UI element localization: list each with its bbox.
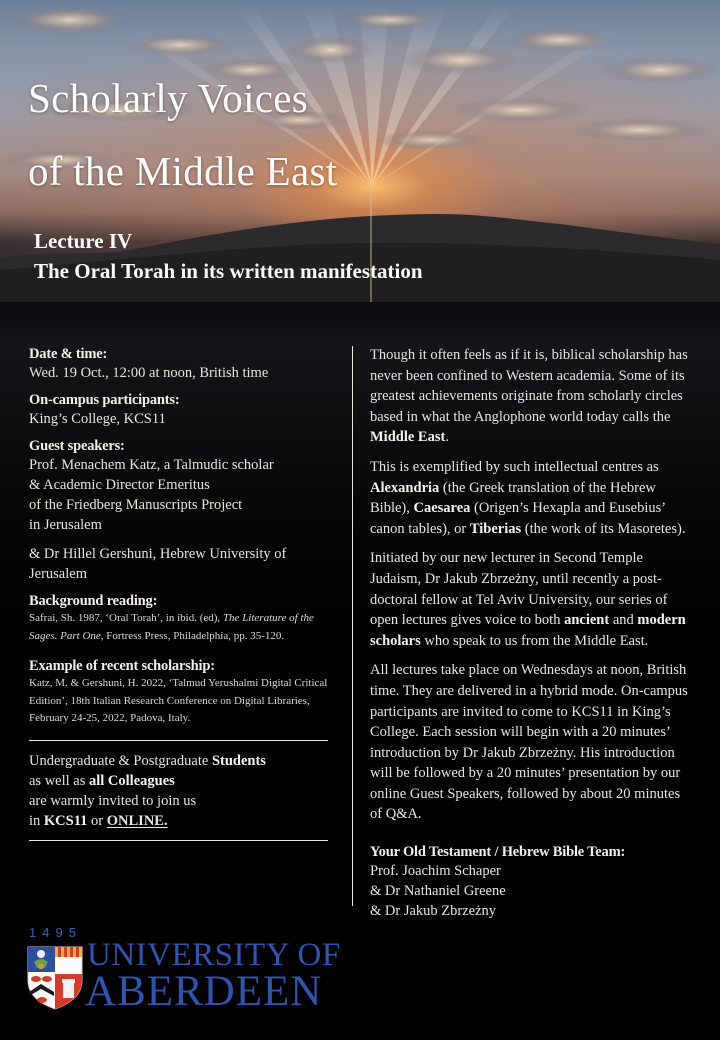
team-label: Your Old Testament / Hebrew Bible Team: [370,844,626,861]
campus-label: On-campus participants: [29,392,180,408]
speaker-2-line: Jerusalem [29,566,87,582]
paragraph-text: This is exemplified by such intellectual centres as [370,458,659,475]
lecture-heading [34,226,423,286]
event-series-title [28,62,337,208]
invite-text: in [29,812,44,829]
speaker-1-line: of the Friedberg Manuscripts Project [29,497,243,513]
recent-scholarship-citation: Katz, M. & Gershuni, H. 2022, ‘Talmud Yerushalmi Digital Critical Edition’, 18th Italian Research Conference on Digital Libraries, February 24-25, 2022, Padova, Italy. [29,677,328,724]
recent-scholarship-section [29,657,329,728]
centres-paragraph [370,457,690,539]
citation-publisher: , Fortress Press, Philadelphia, pp. 35-120. [100,629,285,642]
paragraph-text: (Origen’s Hexapla and Eusebius’ canon tables), or [370,500,666,537]
team-member: Prof. Joachim Schaper [370,863,501,880]
invite-text: or [87,812,107,829]
team-member: & Dr Nathaniel Greene [370,883,506,900]
invite-text: Undergraduate & Postgraduate [29,752,212,769]
initiative-paragraph [370,548,690,651]
paragraph-text: and [609,612,638,629]
date-time-label: Date & time: [29,346,108,362]
logo-wordmark-line-1: UNIVERSITY OF [87,937,341,973]
column-divider [352,346,353,906]
lecture-number: Lecture IV [34,229,133,253]
citation-authors: Safrai, Sh. 1987, ‘Oral Torah’, in ibid. (ed), [29,612,223,624]
emphasis-text: modern scholars [370,612,686,649]
event-details-column [29,345,329,841]
date-time-value: Wed. 19 Oct., 12:00 at noon, British time [29,365,269,381]
title-line-1: Scholarly Voices [28,75,309,121]
lecture-title: The Oral Torah in its written manifestation [34,259,423,283]
online-link[interactable]: ONLINE. [106,812,168,829]
paragraph-text: Though it often feels as if it is, biblical scholarship has never been confined to Western academia. Some of its greatest achievements originate from scholarly circles based in what the Anglophone world today calls the [370,347,688,425]
university-logo [27,925,341,1015]
title-line-2: of the Middle East [28,148,338,194]
background-reading-section [29,592,329,645]
date-time-section [29,345,329,383]
paragraph-text: (the work of its Masoretes). [521,520,686,537]
background-reading-citation [29,610,329,645]
emphasis-text: Caesarea [413,500,471,517]
speaker-2 [29,544,329,584]
speaker-1-line: Prof. Menachem Katz, a Talmudic scholar [29,457,274,473]
schedule-paragraph: All lectures take place on Wednesdays at noon, British time. They are delivered in a hybrid mode. On-campus participants are invited to come to KCS11 in King’s College. Each session will begin with a 20 minutes’ introduction by Dr Jakub Zbrzeżny. His introduction will be followed by a 20 minutes’ presentation by our online Guest Speakers, followed by about 20 minutes of Q&A. [370,662,688,823]
speaker-2-line: & Dr Hillel Gershuni, Hebrew University of [29,546,287,562]
logo-wordmark-line-2: ABERDEEN [85,968,323,1015]
invitation [29,741,329,840]
emphasis-middle-east: Middle East [370,429,446,446]
paragraph-text: (the Greek translation of the Hebrew Bible), [370,479,656,517]
paragraph-text: who speak to us from the Middle East. [420,632,649,649]
speaker-1-line: in Jerusalem [29,517,102,533]
speaker-1-line: & Academic Director Emeritus [29,477,210,493]
campus-value: King’s College, KCS11 [29,411,166,427]
paragraph-text: . [445,429,449,446]
divider-bottom [29,840,328,841]
coat-of-arms-icon [27,946,83,1010]
emphasis-text: Alexandria [370,479,440,496]
invite-students: Students [211,752,266,769]
invite-colleagues: all Colleagues [89,772,175,789]
emphasis-text: ancient [564,612,610,629]
paragraph-text: Initiated by our new lecturer in Second Temple Judaism, Dr Jakub Zbrzeżny, until recently a post-doctoral fellow at Tel Aviv University, our series of open lectures gives voice to both [370,550,668,629]
recent-scholarship-label: Example of recent scholarship: [29,658,215,674]
background-reading-label: Background reading: [29,593,158,609]
speaker-1 [29,455,329,535]
citation-book-title: The Literature of the Sages. Part One [29,612,314,642]
description-column [370,345,690,921]
team-member: & Dr Jakub Zbrzeżny [370,903,497,920]
invite-text: are warmly invited to join us [29,792,197,809]
invite-room: KCS11 [43,812,88,829]
campus-section [29,391,329,429]
hero-banner [0,0,720,302]
invite-text: as well as [29,772,89,789]
guest-speakers-section [29,437,329,584]
emphasis-text: Tiberias [469,520,522,537]
guest-speakers-label: Guest speakers: [29,438,125,454]
team-section [370,843,690,921]
intro-paragraph [370,345,690,448]
logo-founding-year: 1495 [29,925,82,940]
